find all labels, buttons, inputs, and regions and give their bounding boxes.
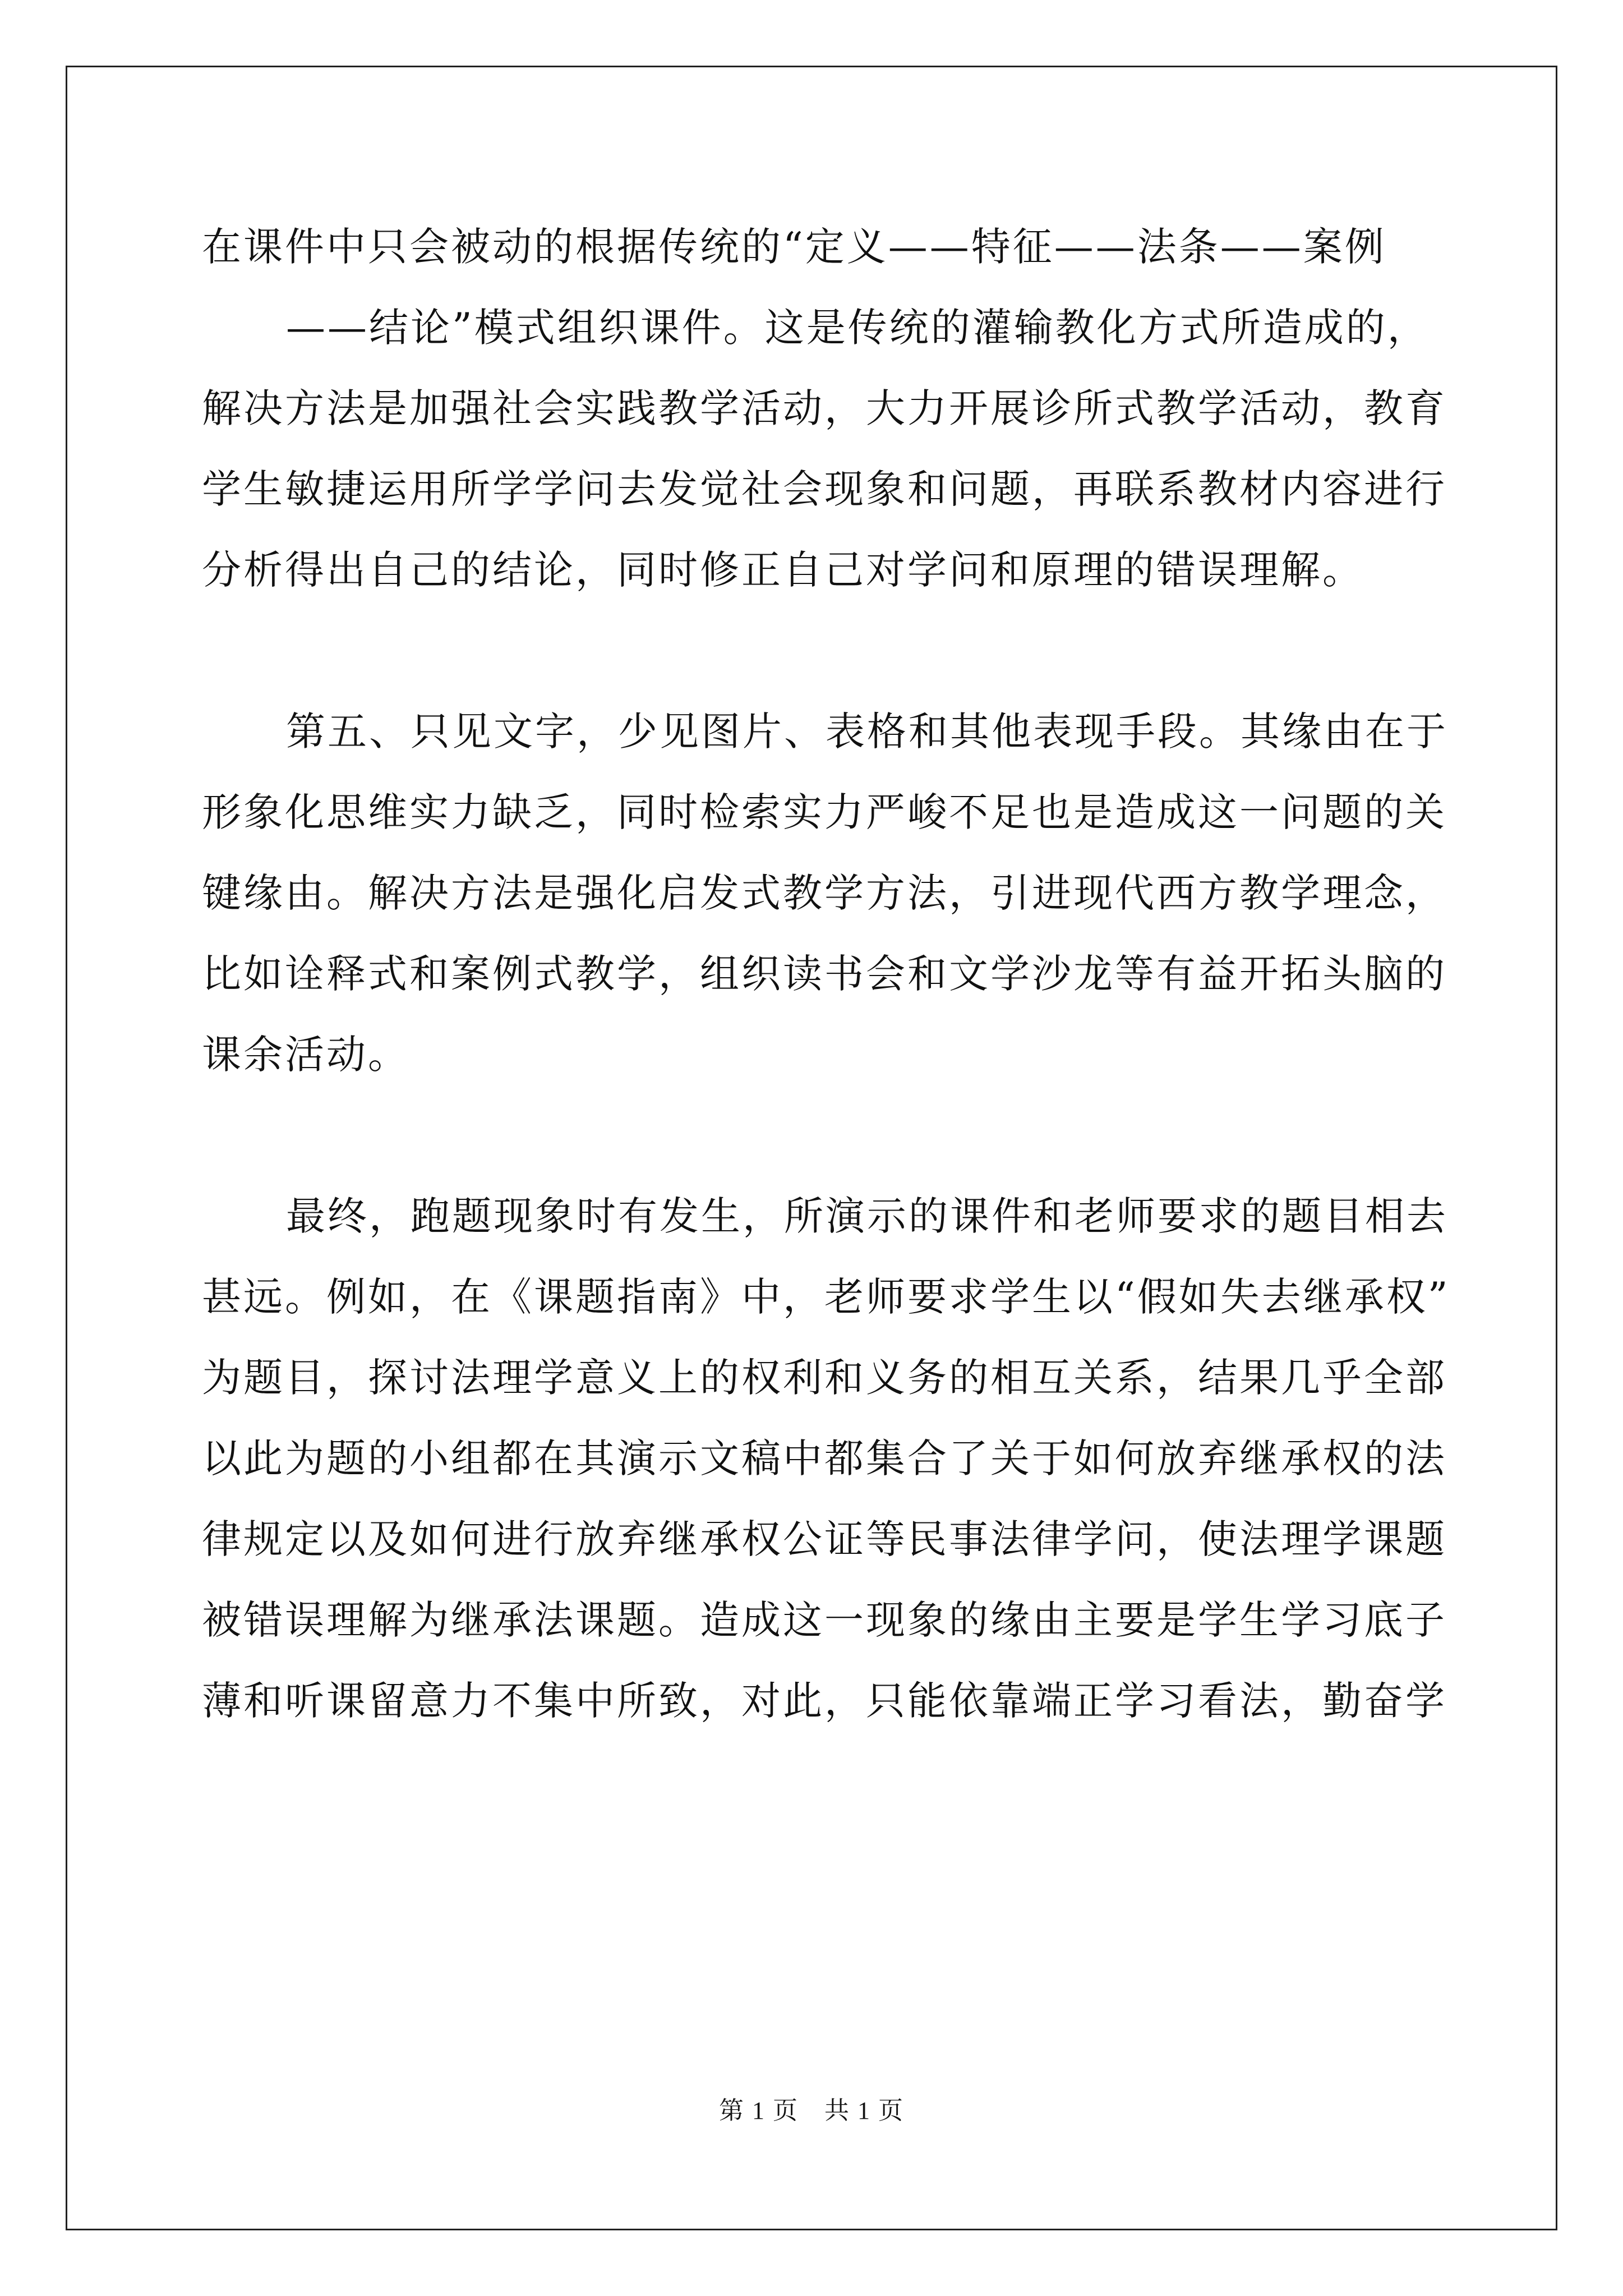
paragraph-gap	[202, 1095, 1430, 1176]
text-line: 最终，跑题现象时有发生，所演示的课件和老师要求的题目相去	[286, 1193, 1448, 1239]
text-line: 为题目，探讨法理学意义上的权利和义务的相互关系，结果几乎全部	[202, 1355, 1447, 1401]
text-line: ——结论”模式组织课件。这是传统的灌输教化方式所造成的，	[286, 305, 1429, 351]
text-line: 律规定以及如何进行放弃继承权公证等民事法律学问，使法理学课题	[202, 1516, 1447, 1562]
text-line: 课余活动。	[202, 1032, 409, 1078]
text-line: 甚远。例如，在《课题指南》中，老师要求学生以“假如失去继承权”	[202, 1274, 1450, 1320]
text-line: 比如诠释式和案例式教学，组织读书会和文学沙龙等有益开拓头脑的	[202, 951, 1447, 997]
text-line: 解决方法是加强社会实践教学活动，大力开展诊所式教学活动，教育	[202, 385, 1447, 431]
document-body	[202, 206, 1450, 1741]
text-line: 学生敏捷运用所学学问去发觉社会现象和问题，再联系教材内容进行	[202, 466, 1447, 512]
text-line: 以此为题的小组都在其演示文稿中都集合了关于如何放弃继承权的法	[202, 1435, 1447, 1481]
text-line: 键缘由。解决方法是强化启发式教学方法，引进现代西方教学理念，	[202, 870, 1447, 916]
text-line: 形象化思维实力缺乏，同时检索实力严峻不足也是造成这一问题的关	[202, 789, 1447, 835]
text-line: 薄和听课留意力不集中所致，对此，只能依靠端正学习看法，勤奋学	[202, 1678, 1447, 1724]
text-line: 在课件中只会被动的根据传统的“定义——特征——法条——案例	[202, 224, 1386, 270]
text-line: 被错误理解为继承法课题。造成这一现象的缘由主要是学生学习底子	[202, 1597, 1447, 1643]
text-line: 分析得出自己的结论，同时修正自己对学问和原理的错误理解。	[202, 547, 1364, 593]
paragraph-gap	[202, 610, 1430, 691]
page-number: 第 1 页 共 1 页	[719, 2097, 904, 2124]
text-line: 第五、只见文字，少见图片、表格和其他表现手段。其缘由在于	[286, 708, 1448, 754]
